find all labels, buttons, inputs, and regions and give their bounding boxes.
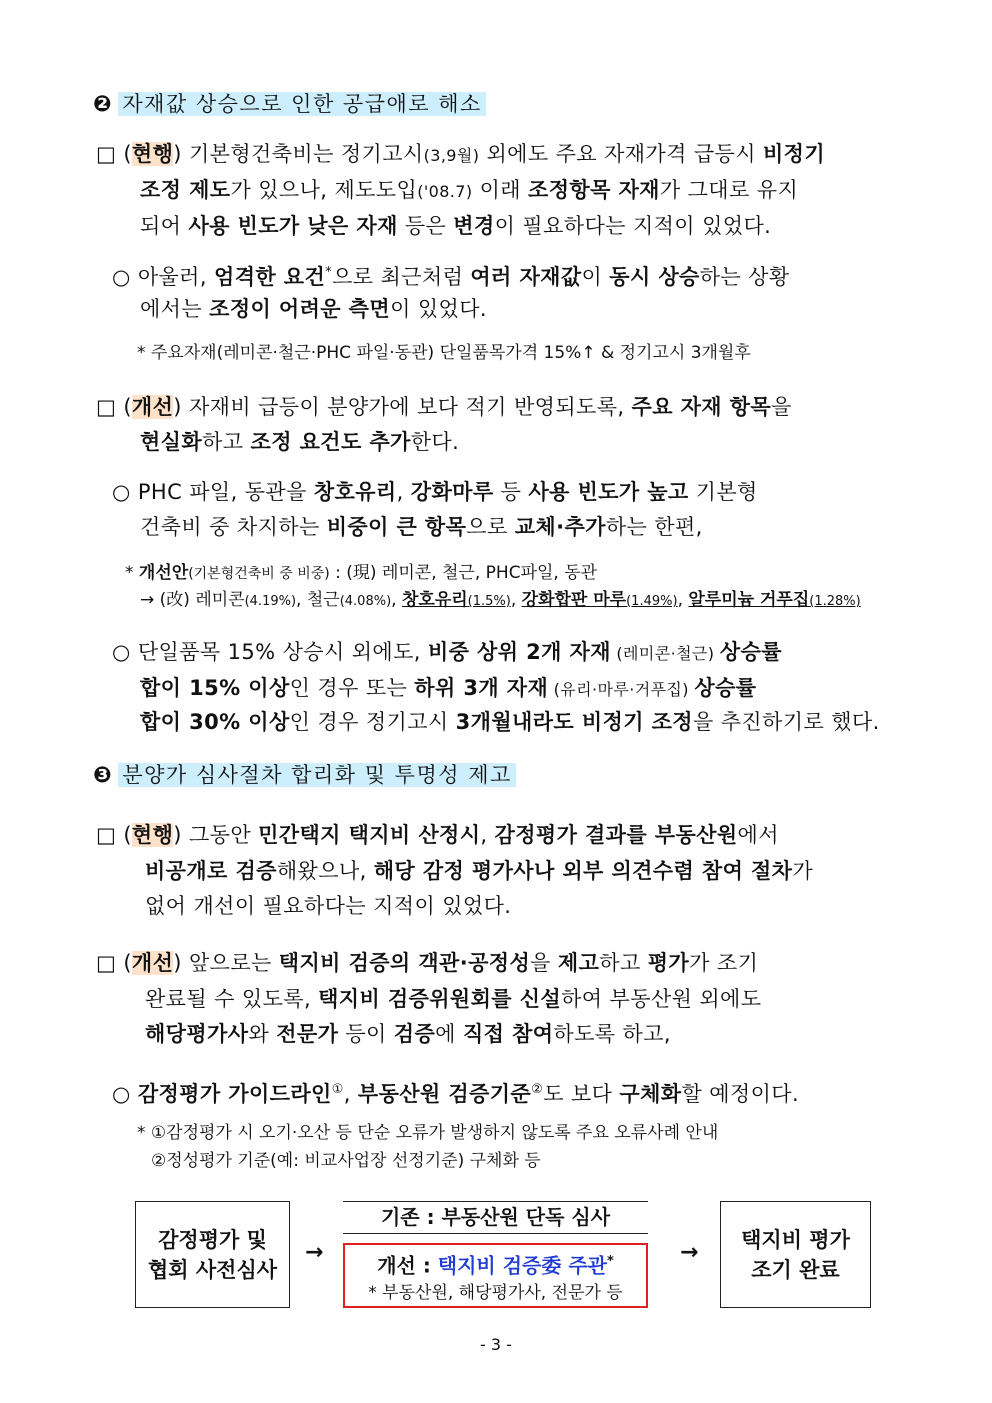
s3-current-line-2 xyxy=(145,856,813,886)
text: (유리·마루·거푸집) xyxy=(548,680,695,699)
text: 가 xyxy=(792,859,814,883)
text-bold: 비중 상위 2개 자재 xyxy=(427,640,611,664)
text-bold: 택지비 검증의 객관·공정성 xyxy=(278,951,531,975)
text-bold: 해당 감정 평가사나 외부 의견수렴 참여 절차 xyxy=(373,859,793,883)
text: 가 그대로 유지 xyxy=(659,178,799,202)
text: PHC 파일, 동관을 xyxy=(137,480,314,504)
tag-current: 현행 xyxy=(131,823,174,847)
s3-footnote-1: * ①감정평가 시 오기·오산 등 단순 오류가 발생하지 않도록 주요 오류사례 안내 xyxy=(137,1123,719,1143)
section-number: ❸ xyxy=(93,763,112,788)
text-bold: 상승률 xyxy=(719,640,782,664)
text: 단일품목 15% 상승시 외에도, xyxy=(137,640,428,664)
text: 앞으로는 xyxy=(188,951,279,975)
text: , xyxy=(677,590,689,610)
text-bold: 변경 xyxy=(453,214,495,238)
text: , xyxy=(396,480,411,504)
text: 할 예정이다. xyxy=(681,1082,800,1106)
s3-current-line-1: □ (현행) 그동안 민간택지 택지비 산정시, 감정평가 결과를 부동산원에서 xyxy=(96,823,779,847)
section-title: 분양가 심사절차 합리화 및 투명성 제고 xyxy=(118,763,515,787)
square-bullet: □ xyxy=(96,142,117,166)
text: 을 xyxy=(771,395,792,419)
text: 하여 부동산원 외에도 xyxy=(561,987,762,1011)
section-number: ❷ xyxy=(93,92,112,117)
improvement-plan-note-line-1 xyxy=(125,560,597,587)
flow-box-text: 조기 완료 xyxy=(751,1257,840,1282)
text: 도 보다 xyxy=(543,1082,620,1106)
text: , xyxy=(343,1082,358,1106)
text: (1.5%) xyxy=(467,594,511,609)
text: 아울러, xyxy=(137,265,215,289)
text-bold: 상승률 xyxy=(694,676,757,700)
text: , xyxy=(480,823,495,847)
text: 하고 xyxy=(202,430,251,454)
s3-footnote-2: ②정성평가 기준(예: 비교사업장 선정기준) 구체화 등 xyxy=(151,1151,541,1171)
text-highlight: 택지비 검증委 주관 xyxy=(437,1253,607,1278)
text: 에서는 xyxy=(140,297,210,321)
text-bold: 강화마루 xyxy=(410,480,494,504)
improve-sub1-line-1 xyxy=(112,477,758,507)
text-bold: 사용 빈도가 높고 xyxy=(528,480,689,504)
text: ('08.7) xyxy=(417,182,473,201)
flow-box-text: 택지비 평가 xyxy=(741,1227,850,1252)
text-bold: 검증 xyxy=(393,1022,436,1046)
improve-paragraph-line-1: □ (개선) 자재비 급등이 분양가에 보다 적기 반영되도록, 주요 자재 항목을 xyxy=(96,395,792,419)
text: 을 xyxy=(530,951,558,975)
text-bold: 감정평가 가이드라인 xyxy=(137,1082,332,1106)
circle-bullet: ○ xyxy=(112,265,131,289)
text-bold: 감정평가 결과를 부동산원 xyxy=(494,823,738,847)
section-2-heading xyxy=(93,89,486,120)
s3-improve-sub-line-1 xyxy=(112,1075,799,1109)
text: 등이 xyxy=(338,1022,394,1046)
text: 인 경우 정기고시 xyxy=(289,710,456,734)
section-3-heading xyxy=(93,760,516,791)
text-bold: 합이 30% 이상 xyxy=(140,710,290,734)
text: 하는 한편, xyxy=(605,515,703,539)
improve-sub2-line-3 xyxy=(140,707,880,737)
tag-improve: 개선 xyxy=(131,951,174,975)
text-bold: 교체·추가 xyxy=(514,515,606,539)
text: , xyxy=(391,590,402,610)
s3-improve-line-1: □ (개선) 앞으로는 택지비 검증의 객관·공정성을 제고하고 평가가 조기 xyxy=(96,951,759,975)
flow-box-text: 감정평가 및 xyxy=(158,1227,267,1252)
flow-box-pre-review xyxy=(135,1201,290,1308)
improve-sub2-line-2 xyxy=(140,673,756,705)
current-paragraph-line-1: □ (현행) 기본형건축비는 정기고시(3,9월) 외에도 주요 자재가격 급등시 비정기 xyxy=(96,142,826,166)
text-bold: 제고 xyxy=(557,951,600,975)
text: 기본형 xyxy=(688,480,758,504)
s3-improve-line-3 xyxy=(145,1019,671,1049)
text: (1.49%) xyxy=(626,594,678,609)
text: 하고 xyxy=(599,951,648,975)
text: 그동안 xyxy=(188,823,259,847)
text: → (改) 레미콘 xyxy=(140,590,245,610)
text-bold: 직접 참여 xyxy=(462,1022,554,1046)
text: , xyxy=(510,590,522,610)
text-bold: 개선안 xyxy=(138,563,189,583)
circle-bullet: ○ xyxy=(112,640,131,664)
text-bold: 택지비 검증위원회를 신설 xyxy=(318,987,562,1011)
text-bold: 엄격한 요건 xyxy=(214,265,326,289)
current-footnote: * 주요자재(레미콘·철근·PHC 파일·동관) 단일품목가격 15%↑ & 정기고시 3개월후 xyxy=(137,343,751,363)
current-sub-line-1 xyxy=(112,258,790,292)
text: 가 조기 xyxy=(689,951,759,975)
text: 이래 xyxy=(472,178,529,202)
text-bold: 평가 xyxy=(647,951,690,975)
footnote-mark: * xyxy=(606,1254,614,1269)
text-bold: 동시 상승 xyxy=(609,265,700,289)
improve-sub2-line-1 xyxy=(112,637,782,669)
text: 에 xyxy=(435,1022,463,1046)
text: 하도록 하고, xyxy=(553,1022,671,1046)
text-bold: 비정기 xyxy=(763,142,826,166)
text: 등은 xyxy=(397,214,454,238)
text: 자재비 급등이 분양가에 보다 적기 반영되도록, xyxy=(188,395,632,419)
text: (레미콘·철근) xyxy=(610,644,720,663)
text-bold: 조정 요건도 추가 xyxy=(250,430,411,454)
text-bold: 창호유리 xyxy=(313,480,397,504)
text: (기본형건축비 중 비중) xyxy=(188,566,330,582)
text: 외에도 주요 자재가격 급등시 xyxy=(479,142,763,166)
text: 한다. xyxy=(410,430,460,454)
arrow-right-icon: → xyxy=(680,1240,699,1265)
text: : (現) 레미콘, 철근, PHC파일, 동관 xyxy=(329,563,598,583)
text-bold: 전문가 xyxy=(276,1022,339,1046)
text-bold: 조정항목 자재 xyxy=(528,178,660,202)
current-paragraph-line-3 xyxy=(140,211,771,241)
text-bold: 민간택지 택지비 산정시 xyxy=(258,823,481,847)
text: 건축비 중 차지하는 xyxy=(140,515,327,539)
text-bold: 비중이 큰 항목 xyxy=(326,515,467,539)
text: 등 xyxy=(493,480,529,504)
text: 이 xyxy=(581,265,610,289)
text: 이 필요하다는 지적이 있었다. xyxy=(494,214,772,238)
footnote-mark: * xyxy=(325,265,333,280)
footnote-mark: ② xyxy=(531,1082,544,1097)
circle-bullet: ○ xyxy=(112,480,131,504)
flow-new-box xyxy=(343,1243,648,1308)
tag-improve: 개선 xyxy=(131,395,174,419)
improve-paragraph-line-2 xyxy=(140,427,459,457)
text-bold: 창호유리 xyxy=(401,590,468,610)
text: 기본형건축비는 정기고시 xyxy=(188,142,424,166)
tag-current: 현행 xyxy=(131,142,174,166)
text-bold: 3개월내라도 비정기 조정 xyxy=(455,710,693,734)
footnote-mark: ① xyxy=(331,1082,344,1097)
arrow-right-icon: → xyxy=(305,1240,324,1265)
text: 개선 : xyxy=(377,1253,438,1278)
text: 에서 xyxy=(737,823,779,847)
s3-current-line-3 xyxy=(145,891,511,921)
current-paragraph-line-2 xyxy=(140,175,798,207)
text: (1.28%) xyxy=(809,594,861,609)
flow-existing: 기존 : 부동산원 단독 심사 xyxy=(343,1201,648,1234)
text-bold: 사용 빈도가 낮은 자재 xyxy=(188,214,398,238)
text-bold: 주요 자재 항목 xyxy=(631,395,772,419)
text: 와 xyxy=(248,1022,277,1046)
text-bold: 합이 15% 이상 xyxy=(140,676,290,700)
text-bold: 부동산원 검증기준 xyxy=(357,1082,532,1106)
text: 없어 개선이 필요하다는 지적이 있었다. xyxy=(145,894,512,918)
text-bold: 현실화 xyxy=(140,430,203,454)
text: 되어 xyxy=(140,214,189,238)
flow-new-note: * 부동산원, 해당평가사, 전문가 등 xyxy=(368,1282,623,1303)
text-bold: 조정 제도 xyxy=(140,178,231,202)
text: , 철근 xyxy=(296,590,340,610)
text: (3,9월) xyxy=(423,146,480,165)
square-bullet: □ xyxy=(96,823,117,847)
section-title: 자재값 상승으로 인한 공급애로 해소 xyxy=(118,92,486,116)
text-bold: 비공개로 검증 xyxy=(145,859,277,883)
text: 을 추진하기로 했다. xyxy=(692,710,880,734)
improve-sub1-line-2 xyxy=(140,512,703,542)
current-sub-line-2 xyxy=(140,294,487,324)
text-bold: 조정이 어려운 측면 xyxy=(209,297,391,321)
text-bold: 구체화 xyxy=(619,1082,682,1106)
flow-new-line xyxy=(345,1248,646,1280)
text-bold: 하위 3개 자재 xyxy=(414,676,549,700)
text-bold: 해당평가사 xyxy=(145,1022,249,1046)
improvement-plan-note-line-2 xyxy=(140,587,861,615)
text: 으로 xyxy=(466,515,515,539)
text-bold: 여러 자재값 xyxy=(470,265,582,289)
text: 해왔으나, xyxy=(276,859,374,883)
text: 하는 상황 xyxy=(699,265,790,289)
page-number: - 3 - xyxy=(480,1335,512,1354)
square-bullet: □ xyxy=(96,395,117,419)
text: 가 있으나, 제도도입 xyxy=(230,178,418,202)
text-bold: 강화합판 마루 xyxy=(521,590,627,610)
flow-box-complete xyxy=(720,1201,871,1308)
text-bold: 알루미늄 거푸집 xyxy=(688,590,810,610)
text: 완료될 수 있도록, xyxy=(145,987,319,1011)
text: * xyxy=(125,563,139,583)
text: 이 있었다. xyxy=(390,297,487,321)
s3-improve-line-2 xyxy=(145,984,761,1014)
circle-bullet: ○ xyxy=(112,1082,131,1106)
text: 으로 최근처럼 xyxy=(332,265,471,289)
text: (4.19%) xyxy=(244,594,297,609)
text: (4.08%) xyxy=(339,594,392,609)
square-bullet: □ xyxy=(96,951,117,975)
flow-box-text: 협회 사전심사 xyxy=(147,1257,278,1282)
text: 인 경우 또는 xyxy=(289,676,415,700)
